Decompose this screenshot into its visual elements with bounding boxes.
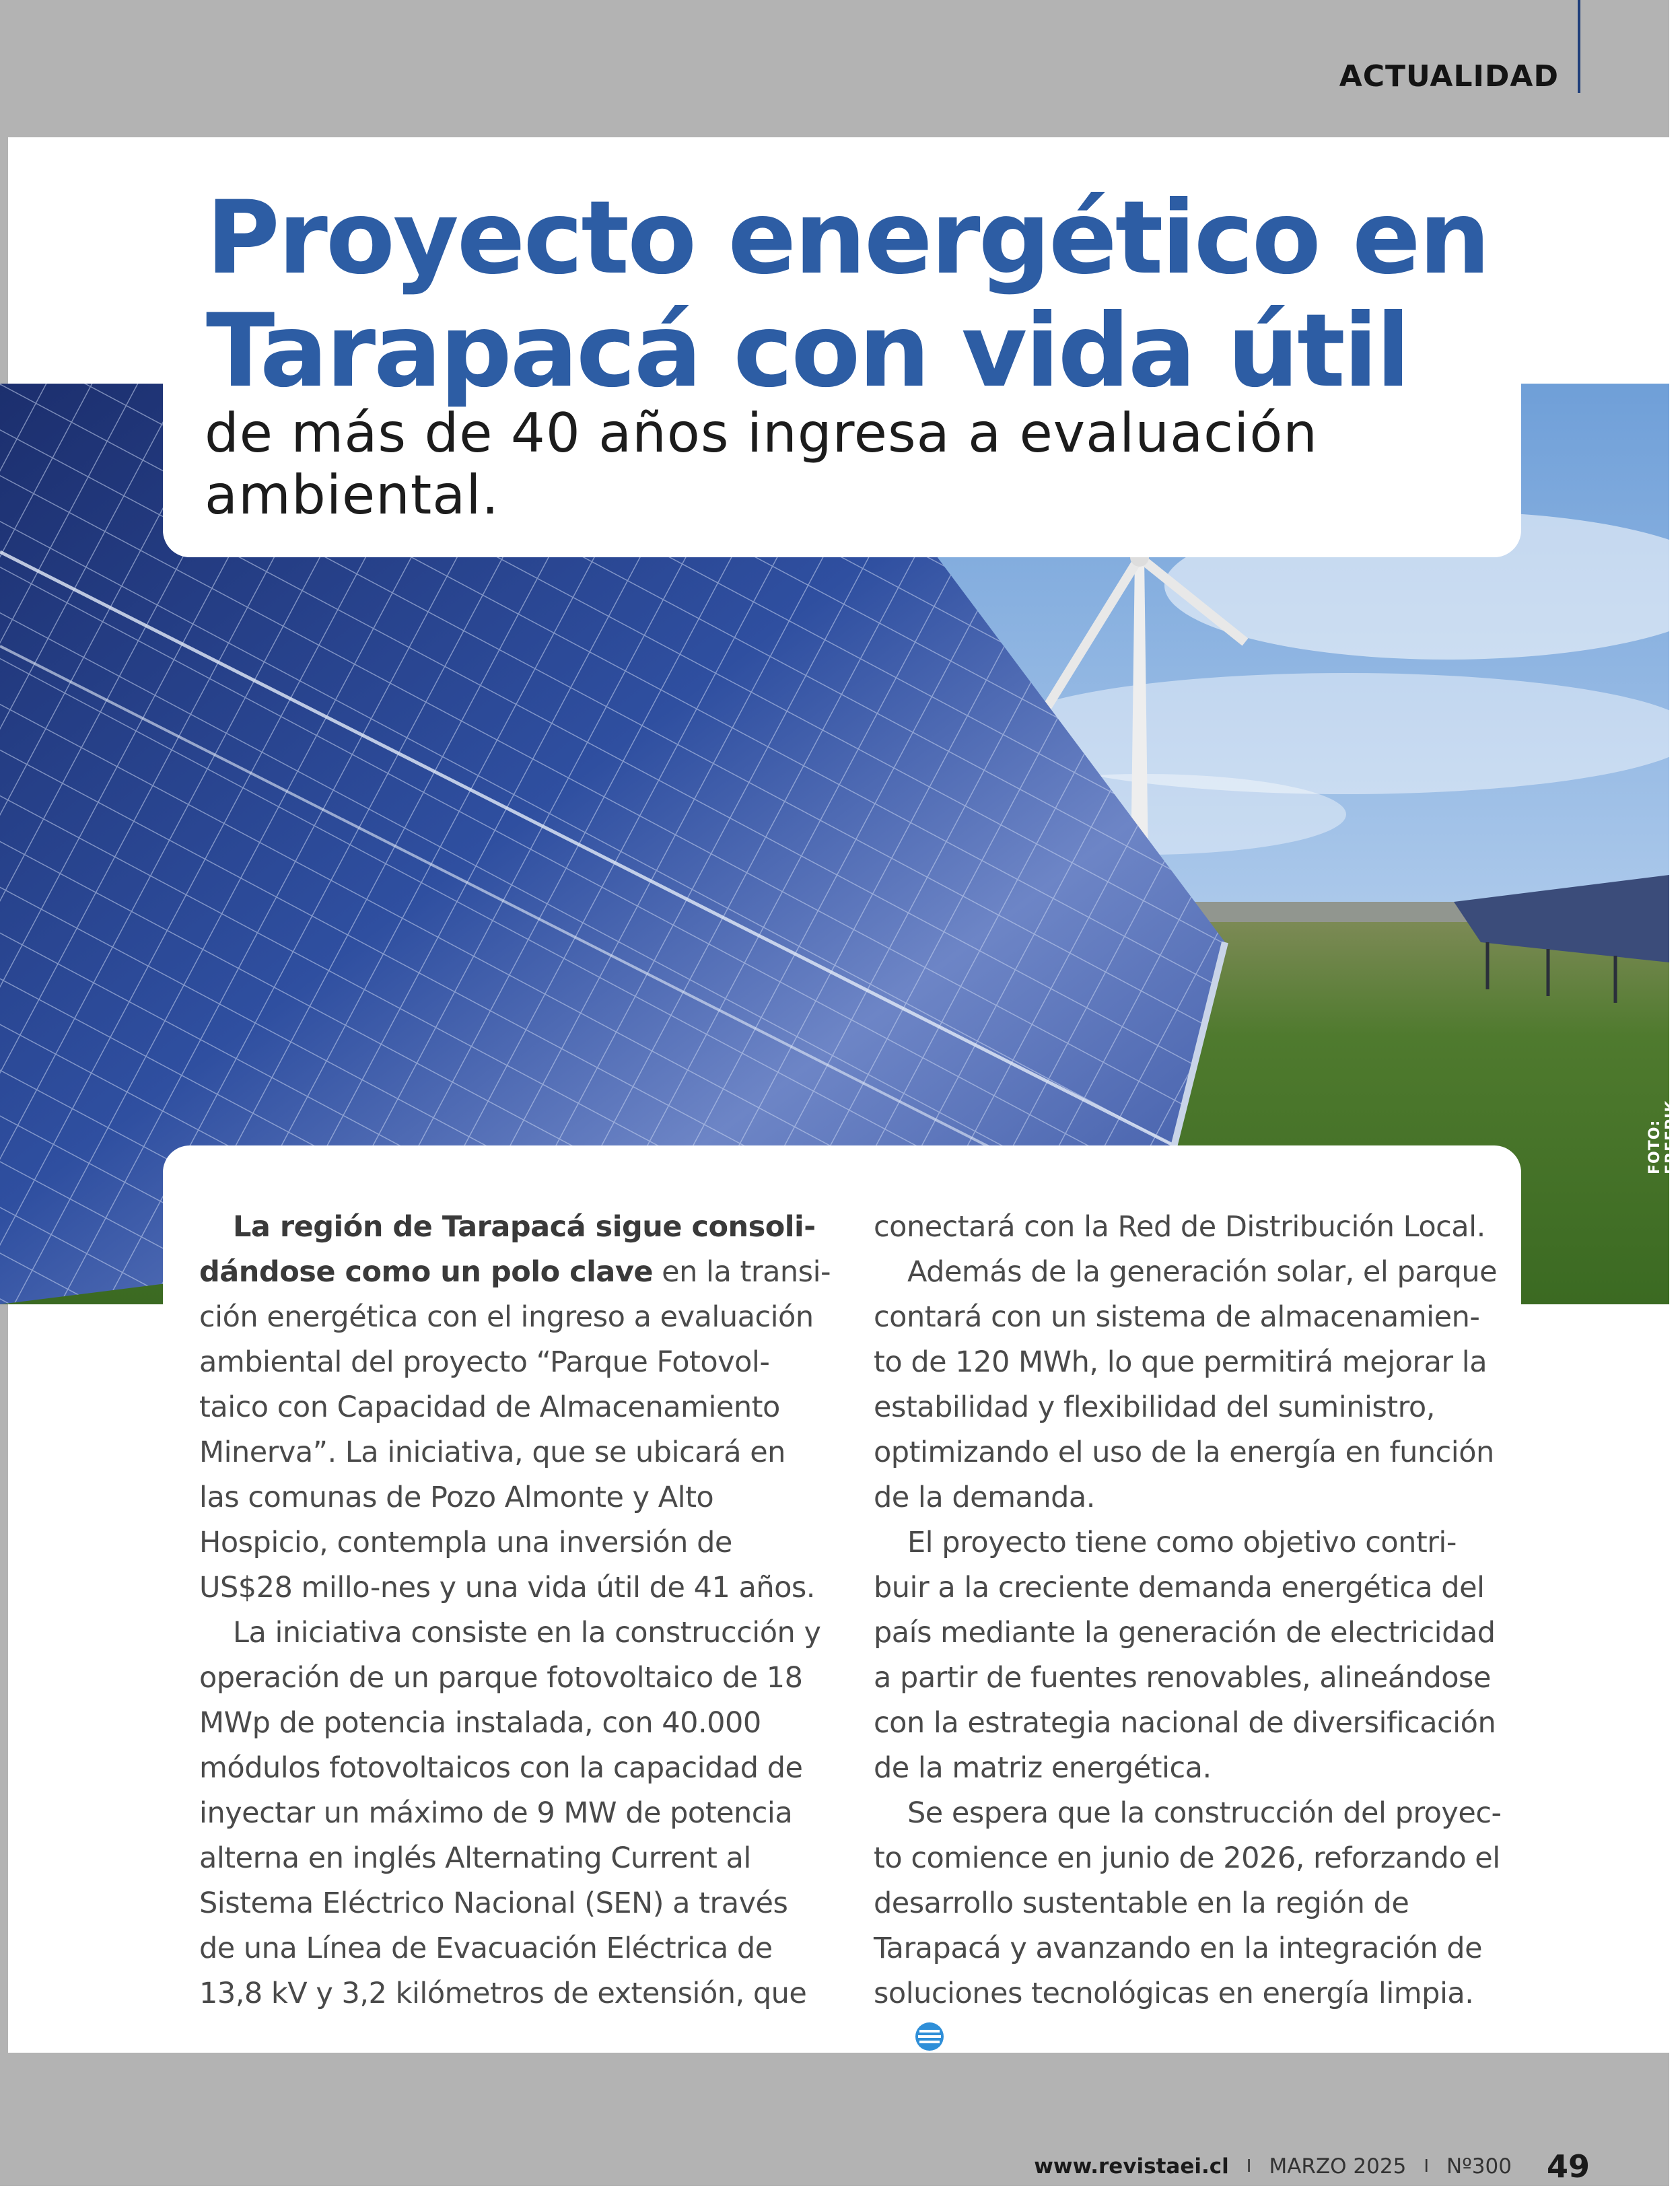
- paragraph-continued: conectará con la Red de Distribución Local.: [874, 1210, 1485, 1244]
- paragraph: [874, 1791, 1506, 2065]
- column-left: [199, 1205, 832, 2016]
- footer-separator: I: [1246, 2156, 1252, 2177]
- paragraph: La iniciativa consiste en la construcción y operación de un parque fotovoltaico de 18 MWp de potencia instalada, con 40.000 módulos fotovoltaicos con la capacidad de inyectar un máximo de 9 MW de potencia alterna en inglés Alternating Current al Sistema Eléctrico Nacional (SEN) a través de una Línea de Evacuación Eléctrica de 13,8 kV y 3,2 kilómetros de extensión, que: [199, 1616, 821, 2010]
- article-title: Proyecto energético en Tarapacá con vida útil: [206, 180, 1489, 410]
- page-footer: [1034, 2143, 1590, 2190]
- paragraph: Además de la generación solar, el parque contará con un sistema de almacenamien-to de 120 MWh, lo que permitirá mejorar la estabilidad y flexibilidad del suministro, optimizando el uso de la energía en función de la demanda.: [874, 1255, 1498, 1514]
- footer-url[interactable]: www.revistaei.cl: [1034, 2154, 1229, 2179]
- paragraph-text: en la transi-ción energética con el ingreso a evaluación ambiental del proyecto “Parque Fotovol-taico con Capacidad de Almacenamiento Minerva”. La iniciativa, que se ubicará en las comunas de Pozo Almonte y Alto Hospicio, contempla una inversión de US$28 millo-nes y una vida útil de 41 años.: [199, 1255, 831, 1604]
- column-right: [874, 1205, 1506, 2065]
- section-label: ACTUALIDAD: [1339, 59, 1559, 94]
- section-rule: [1578, 0, 1580, 93]
- paragraph-text: Se espera que la construcción del proyec-to comience en junio de 2026, reforzando el desarrollo sustentable en la región de Tarapacá y avanzando en la integración de soluciones tecnológicas en energía limpia.: [874, 1796, 1502, 2010]
- paragraph: El proyecto tiene como objetivo contri-buir a la creciente demanda energética del país mediante la generación de electricidad a partir de fuentes renovables, alineándose con la estrategia nacional de diversificación de la matriz energética.: [874, 1526, 1496, 1785]
- paragraph: [199, 1205, 832, 1611]
- lead-in: La región de Tarapacá sigue consoli-dándose como un polo clave: [199, 1210, 816, 1289]
- article-subtitle: de más de 40 años ingresa a evaluación ambiental.: [205, 402, 1318, 526]
- footer-issue: Nº300: [1446, 2154, 1512, 2179]
- page-number: 49: [1546, 2148, 1590, 2185]
- footer-separator: I: [1424, 2156, 1430, 2177]
- footer-date: MARZO 2025: [1269, 2154, 1407, 2179]
- photo-credit: FOTO: FREEPIK: [1646, 1100, 1680, 1174]
